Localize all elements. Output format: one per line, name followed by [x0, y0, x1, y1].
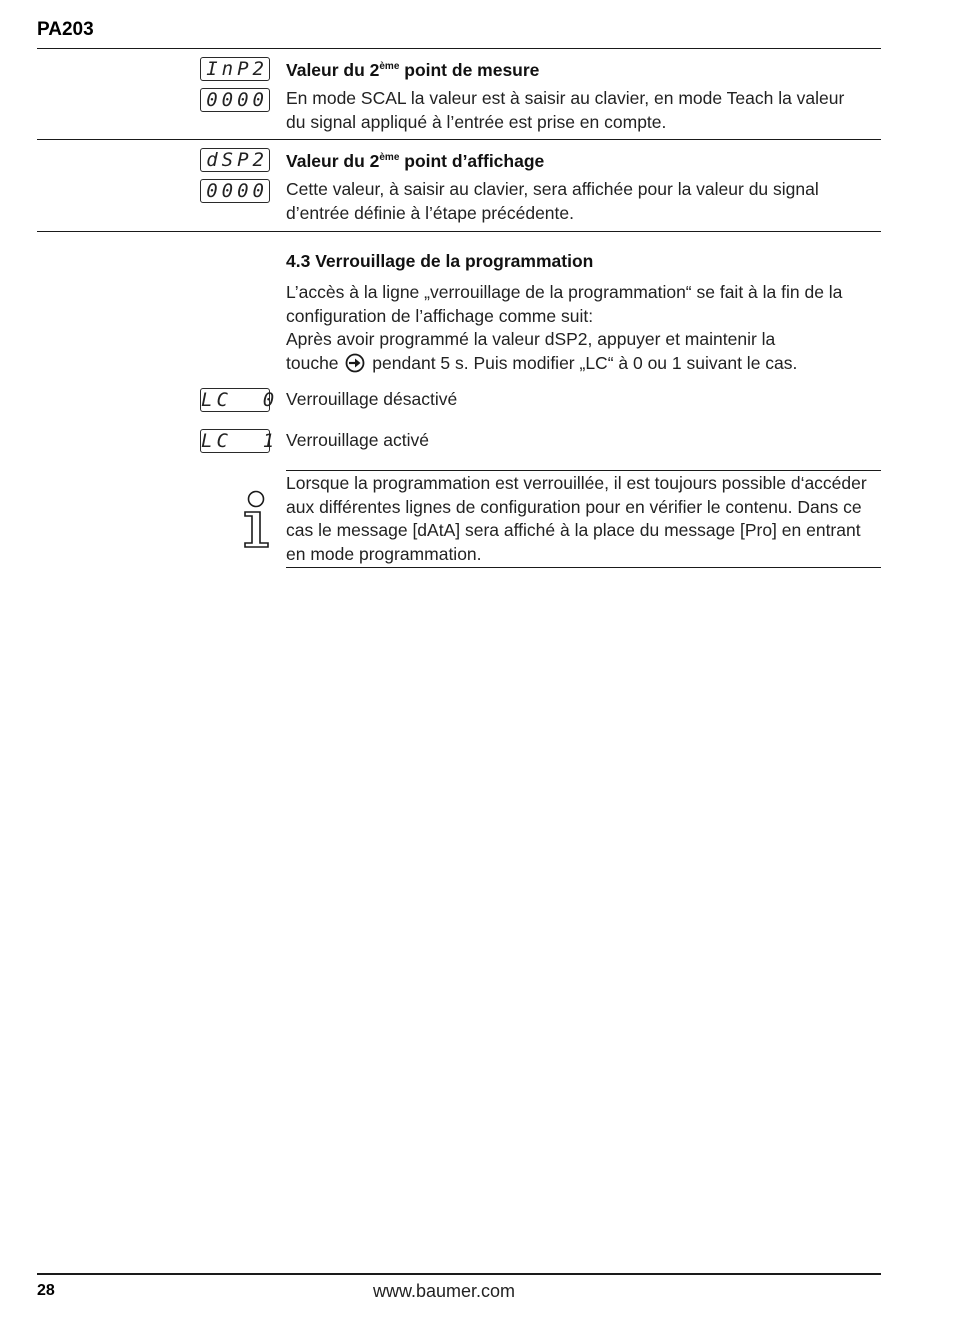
lcd-display-inp2: InP2: [200, 57, 270, 81]
info-icon: [240, 490, 272, 550]
section-heading-display-point: Valeur du 2ème point d’affichage: [286, 151, 545, 171]
header-divider: [37, 48, 881, 49]
note-top-divider: [286, 470, 881, 471]
footer-website-link[interactable]: www.baumer.com: [373, 1281, 516, 1301]
instruction-line: touche pendant 5 s. Puis modifier „LC“ à 0 ou 1 suivant le cas.: [286, 352, 798, 373]
note-bottom-divider: [286, 567, 881, 568]
lock-info-note: Lorsque la programmation est verrouillée, il est toujours possible d‘accéder aux différentes lignes de configuration pour en vérifier le contenu. Dans ce cas le message [dAtA] sera affiché à la place du message [Pro] en entrant en mode programmation.: [286, 473, 867, 564]
lock-section-heading: 4.3 Verrouillage de la programmation: [286, 251, 594, 271]
lcd-display-value: 0000: [200, 88, 270, 112]
section-divider: [37, 231, 881, 232]
footer-divider: [37, 1273, 881, 1275]
document-title: PA203: [37, 19, 94, 40]
lock-section-intro: L’accès à la ligne „verrouillage de la programmation“ se fait à la fin de la configuration de l’affichage comme suit:: [286, 282, 843, 326]
lock-option-disabled: Verrouillage désactivé: [286, 389, 458, 409]
arrow-right-key-icon: [345, 353, 365, 373]
section-body-display-point: Cette valeur, à saisir au clavier, sera affichée pour la valeur du signal d’entrée définie à l’étape précédente.: [286, 179, 819, 223]
lcd-display-lc0: LC 0: [201, 389, 279, 411]
page-number: 28: [37, 1282, 55, 1299]
section-heading-measure-point: Valeur du 2ème point de mesure: [286, 60, 540, 80]
lcd-display-value: 0000: [200, 179, 270, 203]
section-body-measure-point: En mode SCAL la valeur est à saisir au clavier, en mode Teach la valeur du signal appliqué à l’entrée est prise en compte.: [286, 88, 845, 132]
lcd-display-lc1: LC 1: [201, 430, 279, 452]
lock-option-enabled: Verrouillage activé: [286, 430, 429, 450]
lcd-display-dsp2: dSP2: [200, 148, 270, 172]
lock-section-instructions: Après avoir programmé la valeur dSP2, appuyer et maintenir la touche pendant 5 s. Puis modifier „LC“ à 0 ou 1 suivant le cas.: [286, 328, 876, 375]
section-divider: [37, 139, 881, 140]
